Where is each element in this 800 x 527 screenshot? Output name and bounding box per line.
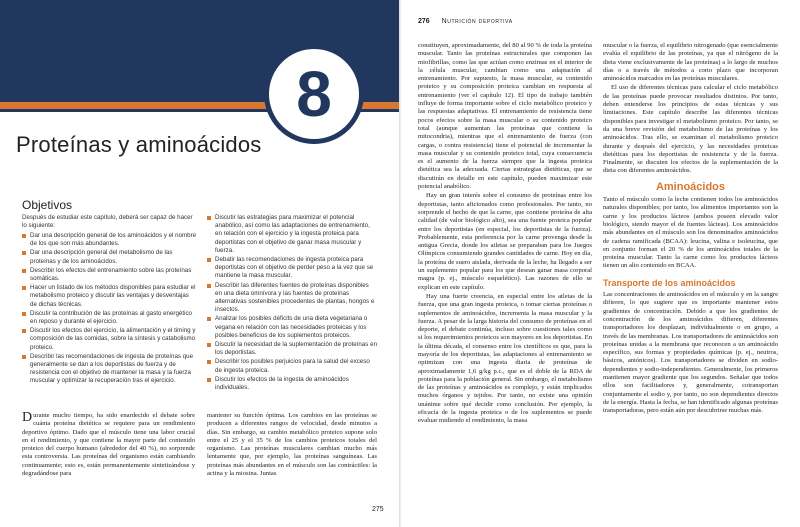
chapter-title: Proteínas y aminoácidos [16,132,262,157]
objective-item [207,214,377,255]
chapter-number-badge [264,44,364,144]
objective-text: Dar una descripción general de los aminoácidos y el nombre de los que son más abundantes. [30,232,197,248]
objectives-list-col1 [22,232,197,387]
section-heading-transporte: Transporte de los aminoácidos [603,277,736,288]
section-heading-aminoacidos: Aminoácidos [655,180,726,193]
page-number-left: 275 [372,506,384,513]
body-paragraph: muscular o la fuerza, el equilibrio nitrogenado (que esencialmente evalúa el equilibrio de las proteínas, ya que el nitrógeno de la dieta viene exclusivamente de las proteínas) a lo largo de muchos días o a través de métodos a corto plazo que incorporan aminoácidos marcados en las proteínas musculares. [603,42,778,83]
right-text-col2 [603,42,778,416]
objective-text: Discutir las estrategias para maximizar el potencial anabólico, así como las adaptaciones de entrenamiento, en relación con el ejercicio y la ingesta proteica para deportistas con el objetivo de ganar masa muscular y fuerza. [215,214,370,254]
objective-item [207,315,377,340]
objective-text: Discutir la contribución de las proteínas al gasto energético en reposo y durante el ejercicio. [30,309,192,326]
body-paragraph: mantener su función óptima. Los cambios en las proteínas se producen a diferentes rangos de velocidad, desde minutos a días. Sin embargo, su cambio metabólico proteico supone solo entre el 25 y el 35 % de los cambios proteicos totales del organismo. Las proteínas musculares cambian mucho más lentamente que, por ejemplo, las proteínas sanguíneas. Las proteínas más abundantes en el músculo son las contráctiles: la actina y la miosina. Juntas [207,412,377,478]
square-bullet-icon [207,360,211,364]
square-bullet-icon [207,258,211,262]
square-bullet-icon [22,269,26,273]
objective-text: Discutir los efectos del ejercicio, la alimentación y el timing y composición de las comidas, sobre la síntesis y catabolismo proteico. [30,327,196,351]
page-number-right: 276 [418,18,430,25]
objective-text: Dar una descripción general del metabolismo de las proteínas y de los aminoácidos. [30,249,173,265]
square-bullet-icon [22,355,26,359]
objectives-list-col2 [207,214,377,393]
square-bullet-icon [207,284,211,288]
section-paragraph: Las concentraciones de aminoácidos en el músculo y en la sangre difieren, lo que sugiere que es importante mantener estos gradientes de concentración. Debido a que los gradientes de concentración de los aminoácidos difieren, diferentes transportadores los desplazan, individualmente o en grupo, a través de las membranas. Los transportadores de aminoácidos son proteínas unidas a la membrana que reconocen a un aminoácido específico, sus formas y propiedades químicas (p. ej., neutros, básicos, aniónicos). Los transportadores se dividen en sodio-dependientes y sodio-independientes. Generalmente, los primeros mantienen mayor gradiente que los segundos. Señalar que todos ellos son facilitadores y, generalmente, cotransportan conjuntamente el sodio y, por tanto, no son dependientes directos de la energía. Hasta la fecha, se han identificado algunas proteínas transportadoras, pero están aún por descubrirse muchas más. [603,291,778,415]
square-bullet-icon [22,251,26,255]
body-text-col2 [207,412,377,478]
objective-item [207,358,377,374]
square-bullet-icon [22,234,26,238]
body-paragraph: Hay una fuerte creencia, en especial entre los atletas de la fuerza, que una gran ingesta proteica, o tomar ciertas proteínas o suplementos de aminoácidos, incrementa la masa muscular y la fuerza. A pesar de la larga historia del consumo de proteínas en el deporte, el debate continúa, incluso sobre cuestiones tales como si los requerimientos proteicos son mayores en los deportistas. En la última década, el consenso entre los científicos es que, para la mayoría de los deportistas, las adaptaciones al entrenamiento se optimizan con una ingesta diaria de proteínas de aproximadamente 1,6 g/kg p.c., que es el doble de la RDA de proteínas para la población general. Sin embargo, el metabolismo de las proteínas y aminoácidos es complejo, y están implicados muchos órganos y tejidos. Por tanto, no existe una opinión unánime sobre qué decidir como conclusión. Por ejemplo, la eficacia de la ingesta proteica o de los suplementos se puede evaluar midiendo el rendimiento, la masa [418,292,592,425]
objective-item [207,376,377,392]
objective-item [22,284,197,309]
square-bullet-icon [207,216,211,220]
objective-item [207,256,377,281]
body-paragraph: constituyen, aproximadamente, del 80 al 90 % de toda la proteína muscular. Tanto las proteínas estructurales que componen las miofibrillas, como las que actúan como enzimas en el interior de la célula muscular, cambian como una adaptación al entrenamiento. Por supuesto, la masa muscular, su contenido proteico y su composición proteica cambian en respuesta al entrenamiento (ver el capítulo 12). El tipo de trabajo también influye de forma importante sobre el ciclo metabólico proteico y las respuestas adaptativas. El entrenamiento de resistencia tiene pocos efectos sobre la masa muscular o su contenido proteico total (aunque aumentan las proteínas que contiene la mitocondria), mientras que el entrenamiento de fuerza (con cargas, o contra resistencia) tiene el potencial de incrementar la masa muscular y su contenido proteico total, cuya consecuencia es el aumento de la fuerza siempre que la ingesta proteica dietética sea la adecuada. Ciertas estrategias dietéticas, que se discutirán en detalle en este capítulo, pueden maximizar este potencial anabólico. [418,42,592,191]
square-bullet-icon [22,286,26,290]
objective-text: Analizar los posibles déficits de una dieta vegetariana o vegana en relación con las necesidades proteicas y los posibles beneficios de los suplementos proteicos. [215,315,368,339]
objective-text: Describir las diferentes fuentes de proteínas disponibles en una dieta omnívora y las fuentes de proteínas alternativas sostenibles procedentes de plantas, hongos e insectos. [215,281,375,314]
objective-text: Discutir la necesidad de la suplementación de proteínas en los deportistas. [215,341,378,357]
objectives-intro: Después de estudiar este capítulo, deberá ser capaz de hacer lo siguiente: [22,214,193,230]
running-head [418,18,513,25]
intro-paragraphs [603,42,778,176]
objectives-heading: Objetivos [22,198,73,212]
objective-item [22,232,197,248]
objective-item [207,282,377,315]
running-title: Nutrición deportiva [441,18,513,25]
body-paragraph: Hay un gran interés sobre el consumo de proteínas entre los deportistas, tanto aficionados como profesionales. Por tanto, no sorprende el hecho de que la carne, que contiene proteína de alta calidad (de valor biológico alto), sea una fuente proteica popular entre los deportistas (en especial, los deportistas de la fuerza). Probablemente, esta preferencia por la carne provenga desde la antigua Grecia, donde los atletas se preparaban para los Juegos Olímpicos consumiendo grandes cantidades de carne. Hoy en día, la proteína de suero aislada, derivada de la leche, ha llegado a ser un suplemento popular para los que desean ganar masa corporal magra (p. ej., músculo esquelético). Las razones de ello se explican en este capítulo. [418,192,592,291]
objective-item [22,267,197,283]
objective-item [22,327,197,352]
objective-text: Discutir los efectos de la ingesta de aminoácidos individuales. [215,375,349,392]
square-bullet-icon [207,343,211,347]
objective-item [22,249,197,265]
objective-text: Describir los posibles perjuicios para la salud del exceso de ingesta proteica. [215,358,370,374]
objective-text: Describir las recomendaciones de ingesta de proteínas que generalmente se dan a los deportistas de fuerza y de resistencia con el objetivo de mantener la masa y la fuerza muscular y optimizar la recuperación tras el ejercicio. [30,352,194,385]
objective-item [22,310,197,326]
objective-text: Debatir las recomendaciones de ingesta proteica para deportistas con el objetivo de perder peso a la vez que se mantiene la masa muscular. [215,256,374,280]
objective-item [207,341,377,357]
body-paragraph: El uso de diferentes técnicas para calcular el ciclo metabólico de las proteínas puede provocar resultados distintos. Por tanto, deben entenderse los principios de estas técnicas y sus limitaciones. Este capítulo describe las diferentes técnicas disponibles para investigar el metabolismo proteico. Por tanto, se da una breve revisión del metabolismo de las proteínas y los aminoácidos. Tras ello, se examinan el metabolismo proteico durante y después del ejercicio, y las necesidades proteicas dietéticas para los deportistas de resistencia y de la fuerza. Finalmente, se discuten los efectos de la suplementación de la dieta con diferentes aminoácidos. [603,84,778,175]
objective-item [22,353,197,386]
square-bullet-icon [207,378,211,382]
book-gutter [399,0,401,527]
objective-text: Describir los efectos del entrenamiento sobre las proteínas somáticas. [30,266,192,283]
section-paragraph: Tanto el músculo como la leche contienen todos los aminoácidos naturales disponibles; por tanto, los alimentos importantes son la carne y los productos lácteos (ambos poseen elevado valor biológico, siendo mayor el de fuentes lácteas). Los aminoácidos más abundantes en el músculo son los denominados aminoácidos de cadena ramificada (BCAA): leucina, valina e isoleucina, que en conjunto forman el 20 % de los aminoácidos totales de la proteína muscular. Tanto la carne como los productos lácteos tienen un alto contenido en BCAA. [603,196,778,270]
body-paragraph: urante mucho tiempo, ha sido enardecido el debate sobre cuánta proteína dietética se requiere para un rendimiento deportivo óptimo. Dado que el músculo tiene una labor crucial en el rendimiento, y que contiene la mayor parte del contenido proteico del cuerpo humano (alrededor del 40 %), no sorprende esta controversia. Las proteínas del organismo están cambiando continuamente; esto es, están permanentemente sintetizándose y degradándose para [22,412,195,478]
square-bullet-icon [22,329,26,333]
square-bullet-icon [207,317,211,321]
right-text-col1 [418,42,592,427]
objective-text: Hacer un listado de los métodos disponibles para estudiar el metabolismo proteico y discutir las ventajas y desventajas de dichas técnicas. [30,284,196,308]
drop-cap: D [22,410,33,425]
body-text-col1 [22,412,195,478]
chapter-number: 8 [296,58,332,130]
square-bullet-icon [22,312,26,316]
